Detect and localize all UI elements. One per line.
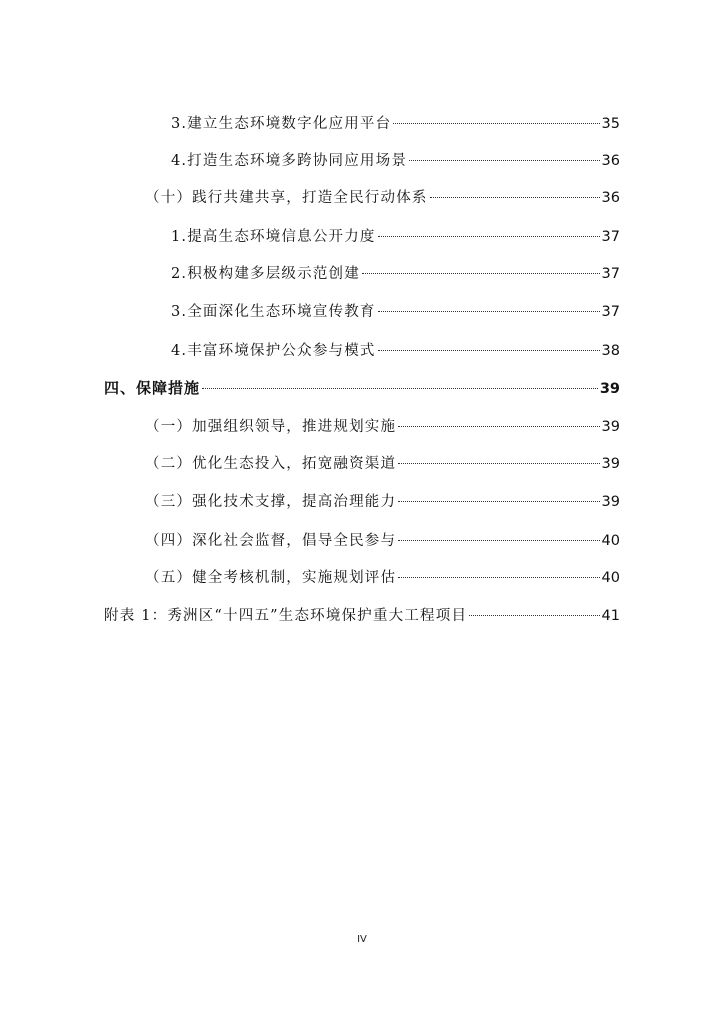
toc-entry-page: 39	[601, 456, 620, 472]
toc-entry[interactable]	[171, 300, 620, 324]
toc-entry[interactable]	[145, 529, 620, 553]
toc-entry-text: 附表 1：秀洲区“十四五”生态环境保护重大工程项目	[104, 608, 468, 624]
toc-entry[interactable]	[171, 262, 620, 286]
dot-leader	[378, 311, 600, 312]
toc-entry-page: 40	[601, 533, 620, 549]
toc-entry[interactable]	[145, 452, 620, 476]
toc-entry-text: （十）践行共建共享，打造全民行动体系	[145, 190, 428, 206]
dot-leader	[362, 273, 600, 274]
toc-entry[interactable]	[171, 149, 620, 173]
dot-leader	[430, 197, 600, 198]
dot-leader	[378, 236, 600, 237]
dot-leader	[202, 388, 598, 389]
toc-entry-page: 37	[601, 304, 620, 320]
toc-entry-text: 2.积极构建多层级示范创建	[171, 266, 360, 282]
toc-entry-page: 41	[601, 608, 620, 624]
toc-entry-page: 39	[601, 494, 620, 510]
toc-entry-text: （二）优化生态投入，拓宽融资渠道	[145, 456, 397, 472]
toc-entry-text: 4.打造生态环境多跨协同应用场景	[171, 153, 408, 169]
toc-entry-page: 38	[601, 343, 620, 359]
dot-leader	[398, 463, 599, 464]
dot-leader	[378, 350, 600, 351]
toc-entry-text: （一）加强组织领导，推进规划实施	[145, 419, 397, 435]
toc-entry[interactable]	[145, 415, 620, 439]
dot-leader	[398, 501, 599, 502]
toc-entry[interactable]	[145, 186, 620, 210]
toc-entry-page: 36	[601, 190, 620, 206]
dot-leader	[398, 540, 599, 541]
toc-entry-text: （三）强化技术支撑，提高治理能力	[145, 494, 397, 510]
toc-entry-text: 3.全面深化生态环境宣传教育	[171, 304, 376, 320]
toc-entry-page: 36	[601, 153, 620, 169]
toc-entry-page: 40	[601, 570, 620, 586]
dot-leader	[469, 615, 599, 616]
toc-entry-text: 1.提高生态环境信息公开力度	[171, 229, 376, 245]
toc-entry[interactable]	[171, 112, 620, 136]
toc-entry-chapter[interactable]	[104, 377, 620, 401]
toc-entry-text: 3.建立生态环境数字化应用平台	[171, 116, 392, 132]
toc-entry-appendix[interactable]	[104, 604, 620, 628]
dot-leader	[398, 577, 599, 578]
toc-entry[interactable]	[145, 566, 620, 590]
toc-entry-text: （四）深化社会监督，倡导全民参与	[145, 533, 397, 549]
toc-entry[interactable]	[145, 490, 620, 514]
toc-entry-page: 35	[601, 116, 620, 132]
page-number: IV	[357, 934, 367, 945]
toc-entry-page: 39	[601, 419, 620, 435]
toc-entry[interactable]	[171, 339, 620, 363]
dot-leader	[393, 123, 599, 124]
toc-entry-text: 四、保障措施	[104, 379, 201, 397]
toc-entry-text: 4.丰富环境保护公众参与模式	[171, 343, 376, 359]
toc-entry-text: （五）健全考核机制，实施规划评估	[145, 570, 397, 586]
toc-entry-page: 37	[601, 229, 620, 245]
toc-entry-page: 39	[599, 381, 620, 397]
toc-entry-page: 37	[601, 266, 620, 282]
dot-leader	[409, 160, 600, 161]
toc-entry[interactable]	[171, 225, 620, 249]
dot-leader	[398, 426, 599, 427]
